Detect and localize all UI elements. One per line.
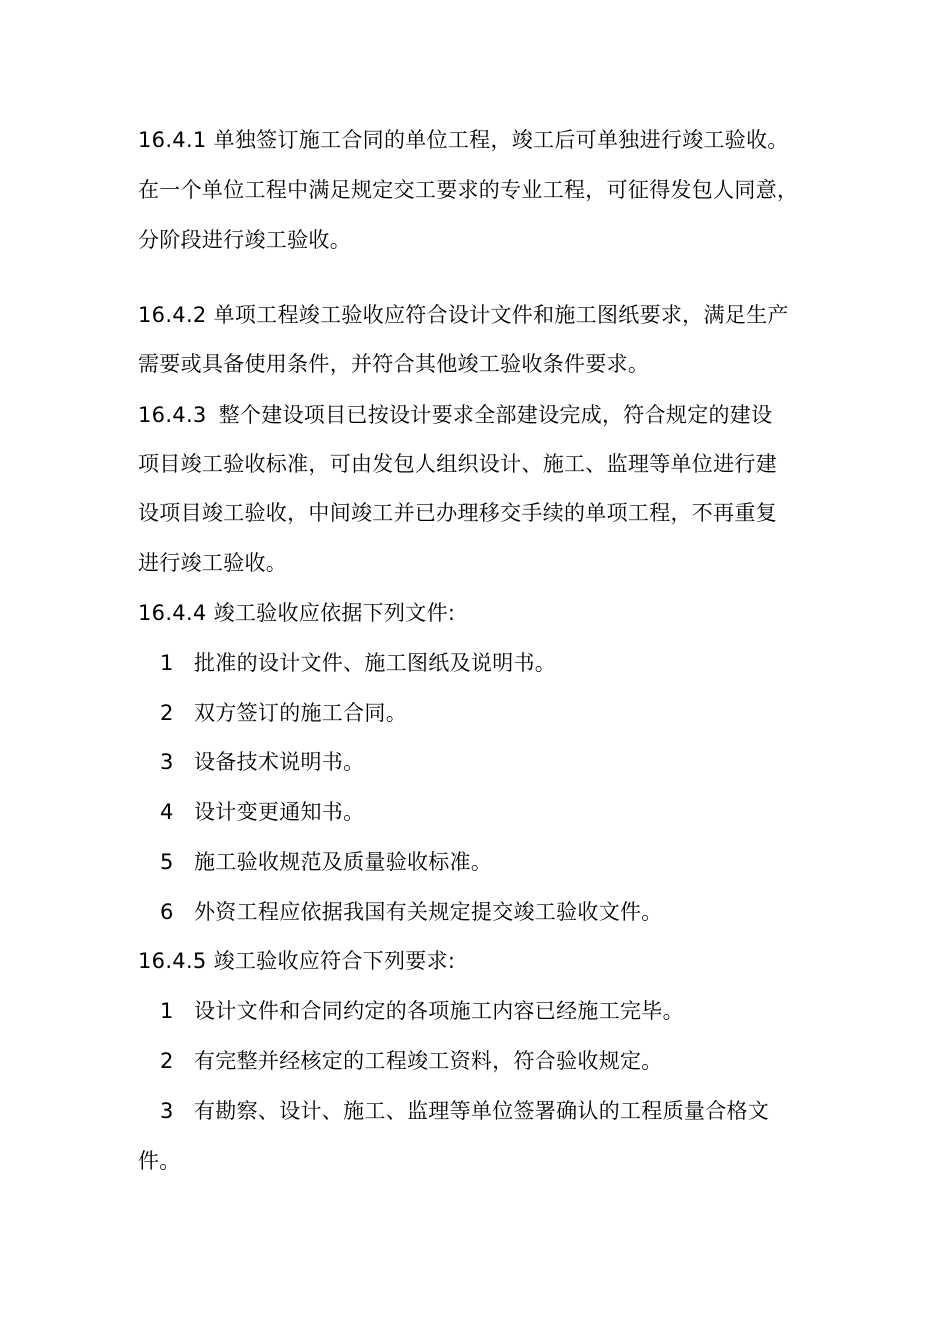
list-item-number: 6 (160, 900, 174, 924)
list-item (160, 997, 850, 1025)
list-item (160, 898, 850, 926)
list-item-text: 设计文件和合同约定的各项施工内容已经施工完毕。 (194, 999, 684, 1023)
list-item (160, 848, 850, 876)
list-item-text: 设备技术说明书。 (194, 750, 365, 774)
list-item-number: 2 (160, 1049, 174, 1073)
clause-16-4-2-line-1: 16.4.2 单项工程竣工验收应符合设计文件和施工图纸要求，满足生产 (138, 303, 789, 327)
list-item-text: 双方签订的施工合同。 (194, 701, 407, 725)
list-item-text: 设计变更通知书。 (194, 800, 365, 824)
clause-16-4-3-line-1 (138, 401, 828, 429)
clause-16-4-4-heading: 16.4.4 竣工验收应依据下列文件: (138, 601, 456, 625)
clause-16-4-3-line-4: 进行竣工验收。 (138, 551, 288, 575)
list-item-number: 1 (160, 651, 174, 675)
clause-16-4-5-heading: 16.4.5 竣工验收应符合下列要求: (138, 949, 456, 973)
list-item (160, 649, 850, 677)
clause-16-4-3-text: 整个建设项目已按设计要求全部建设完成，符合规定的建设 (218, 403, 773, 427)
list-item (160, 748, 850, 776)
list-item-number: 5 (160, 850, 174, 874)
list-item (160, 1047, 850, 1075)
list-item-number: 1 (160, 999, 174, 1023)
list-item-text: 有勘察、设计、施工、监理等单位签署确认的工程质量合格文 (194, 1099, 770, 1123)
list-item-number: 3 (160, 1099, 174, 1123)
clause-16-4-3-line-3: 设项目竣工验收，中间竣工并已办理移交手续的单项工程，不再重复 (138, 501, 777, 525)
list-item (160, 1097, 850, 1125)
list-item (160, 798, 850, 826)
clause-16-4-1-line-1: 16.4.1 单独签订施工合同的单位工程，竣工后可单独进行竣工验收。 (138, 128, 789, 152)
clause-16-4-3-number: 16.4.3 (138, 403, 207, 427)
list-item-text: 外资工程应依据我国有关规定提交竣工验收文件。 (194, 900, 663, 924)
list-item-continuation: 件。 (138, 1149, 181, 1173)
clause-16-4-1-line-3: 分阶段进行竣工验收。 (138, 228, 351, 252)
list-item-text: 批准的设计文件、施工图纸及说明书。 (194, 651, 557, 675)
clause-16-4-2-line-2: 需要或具备使用条件，并符合其他竣工验收条件要求。 (138, 352, 650, 376)
list-item-number: 2 (160, 701, 174, 725)
list-item (160, 699, 850, 727)
list-item-text: 施工验收规范及质量验收标准。 (194, 850, 493, 874)
clause-16-4-3-line-2: 项目竣工验收标准，可由发包人组织设计、施工、监理等单位进行建 (138, 452, 777, 476)
list-item-number: 3 (160, 750, 174, 774)
list-item-text: 有完整并经核定的工程竣工资料，符合验收规定。 (194, 1049, 663, 1073)
clause-16-4-1-line-2: 在一个单位工程中满足规定交工要求的专业工程，可征得发包人同意， (138, 178, 799, 202)
list-item-number: 4 (160, 800, 174, 824)
